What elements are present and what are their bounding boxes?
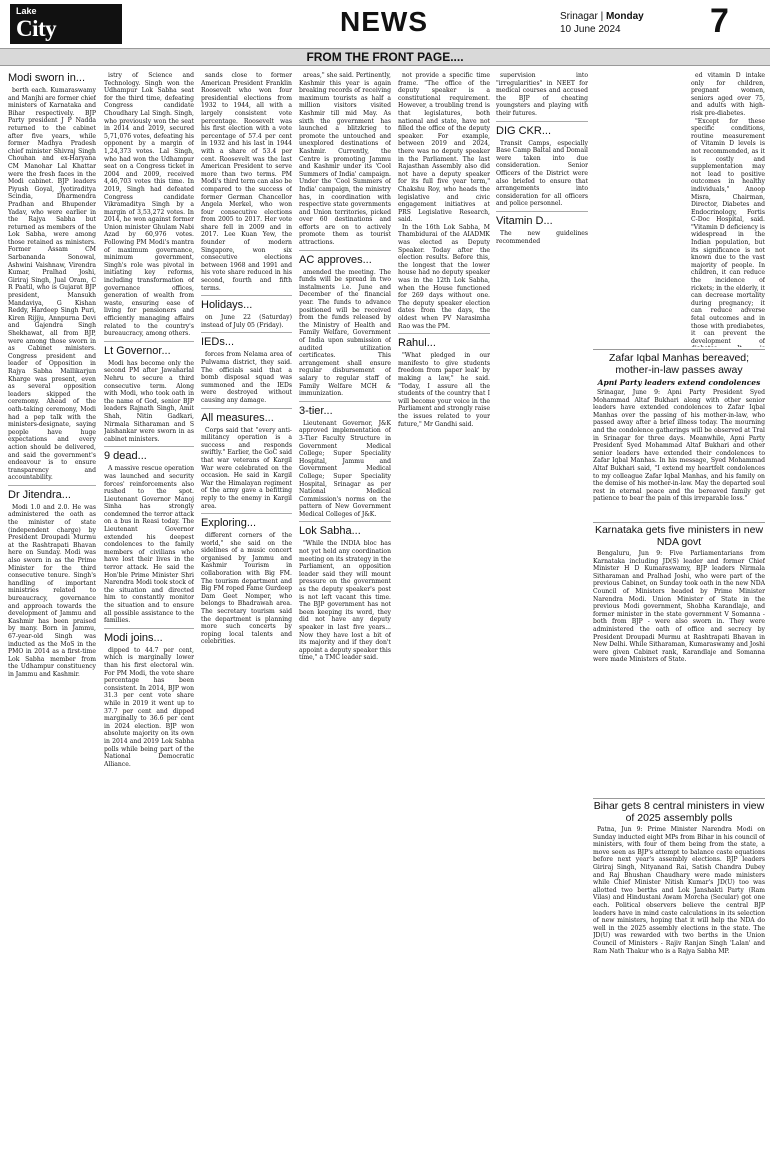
story-heading: Karnataka gets five ministers in new NDA govt	[594, 524, 764, 548]
logo-big-text: City	[16, 16, 57, 41]
story-text: Corps said that "every anti-militancy operation is a success and responds swiftly." Earlier, the GoC said that war veterans of Kargil War were celebrated on the occasion. He said in Kargil War the Himalayan regiment of the army gave a befitting reply to the enemy in Kargil area.	[201, 426, 292, 510]
divider	[593, 349, 765, 350]
story-heading: Rahul...	[398, 337, 436, 350]
story-text: Patna, Jun 9: Prime Minister Narendra Modi on Sunday inducted eight MPs from Bihar in his council of ministers, with four of them being from the state, a move seen as BJP's attempt to balance caste equations before next year's assembly elections. BJP leaders Giriraj Singh, Nityanand Rai, Satish Chandra Dubey and Raj Bhushan Chaudhary were made ministers while Chief Minister Nitish Kumar's JD(U) too was allotted two berths and Lok Janshakti Party (Ram Vilas) and Hindustani Awam Morcha (Secular) got one each. Political observers believe the central BJP leaders have in mind caste calculations in its selection of new ministers, hoping that it will help the NDA do well in the 2025 assembly elections in the state. The JD(U) was rewarded with two berths in the Union Council of Ministers - Rajiv Ranjan Singh 'Lalan' and Ram Nath Thakur who is a Rajya Sabha MP.	[593, 826, 765, 955]
divider	[299, 521, 391, 522]
dateline: Srinagar | Monday 10 June 2024	[560, 11, 644, 35]
story-heading: Modi joins...	[104, 631, 163, 644]
city: Srinagar	[560, 11, 598, 22]
story-zafar-manhas	[593, 352, 765, 520]
divider	[201, 513, 292, 514]
column-4	[299, 72, 391, 1164]
story-text: dipped to 44.7 per cent, which is marginally lower than his first electoral win. For PM Modi, the vote share percentage has been consistent. In 2014, BJP won 31.3 per cent vote share while in 2019 it went up to 37.7 per cent and dipped marginally to 36.6 per cent in 2024 election. BJP won absolute majority on its own in 2014 and 2019 Lok Sabha polls while being part of the National Democratic Alliance.	[104, 646, 194, 768]
section-title: NEWS	[340, 6, 428, 37]
story-karnataka-ministers	[593, 524, 765, 796]
story-heading: Holidays...	[201, 299, 253, 312]
story-text: ed vitamin D intake only for children, pregnant women, seniors aged over 75, and adults with high-risk pre-diabetes.	[691, 72, 765, 117]
story-text: not provide a specific time frame. "The office of the deputy speaker is a constitutional requirement. However, a troubling trend is that legislatures, both national and state, have not filled the office of the deputy speaker. For example, between 2019 and 2024, there was no deputy speaker in the Parliament. The last Rajasthan Assembly also did not have a deputy speaker for its full five year term," Chakshu Roy, who heads the legislative and civic engagement initiatives at PRS Legislative Research, said.	[398, 72, 490, 224]
divider	[201, 332, 292, 333]
story-text: Modi has become only the second PM after Jawaharlal Nehru to secure a third consecutive term. Along with Modi, who took oath in the name of God, senior BJP leaders Rajnath Singh, Amit Shah, Nitin Gadkari, Nirmala Sitharaman and S Jaishankar were sworn in as cabinet ministers.	[104, 359, 194, 443]
story-text: Lieutenant Governor, J&K approved implementation of 3-Tier Faculty Structure in Government Medical College; Super Speciality Hospital, Jammu and Government Medical College; Super Speciality Hospital, Srinagar as per National Medical Commission's norms on the pattern of New Government Medical Colleges of J&K.	[299, 419, 391, 518]
day: Monday	[605, 11, 644, 22]
story-text: Transit Camps, especially Base Camp Baltal and Domail were taken into due consideration. Senior Officers of the District were also briefed to ensure that arrangements into consideration for all officers and police personnel.	[496, 139, 588, 208]
divider	[299, 401, 391, 402]
story-heading: 9 dead...	[104, 450, 147, 463]
date: 10 June 2024	[560, 24, 621, 35]
masthead	[0, 0, 770, 48]
logo-small-text: Lake	[16, 6, 37, 16]
divider	[299, 250, 391, 251]
column-5	[398, 72, 490, 1164]
story-text: istry of Science and Technology. Singh won the Udhampur Lok Sabha seat for the third time, defeating Congress candidate Choudhary Lal Singh. Singh, who previously won the seat in 2014 and 2019, secured 5,71,076 votes, defeating his opponent by a margin of 1,24,373 votes. Lal Singh, who had won the Udhampur seat on a Congress ticket in 2004 and 2009, received 4,46,703 votes this time. In 2019, Singh had defeated Congress candidate Vikramaditya Singh by a margin of 3,53,272 votes. In 2014, he won against former Union minister Ghulam Nabi Azad by 60,976 votes. Following PM Modi's mantra of maximum governance, minimum government, Singh's role was pivotal in initiating key reforms, including transformation of governance offices, generation of wealth from waste, ensuring ease of living for pensioners and efficiently managing affairs related to the country's bureaucracy, among others.	[104, 72, 194, 338]
divider	[496, 211, 588, 212]
story-heading: 3-tier...	[299, 404, 333, 417]
story-text: supervision into "irregularities" in NEET for medical courses and accused the BJP of cheating youngsters and playing with their futures.	[496, 72, 588, 117]
story-heading: AC approves...	[299, 253, 372, 266]
story-text: amended the meeting. The funds will be spread in two instalments i.e. June and December of the financial year. The funds to advance positioned will be received from the funds released by the Ministry of Health and Family Welfare, Government of India upon submission of audited utilization certificates. This arrangement shall ensure regular disbursement of salary to regular staff of Family Welfare MCH & immunization.	[299, 268, 391, 398]
story-subheading: Apni Party leaders extend condolences	[597, 378, 761, 387]
divider	[104, 341, 194, 342]
story-text: In the 16th Lok Sabha, M Thambidurai of the AIADMK was elected as Deputy Speaker. Today after the election results. Before this, the longest that the lower house had no deputy speaker was in the 12th Lok Sabha, when the House functioned for 269 days without one. The deputy speaker election dates from the days, the oldest when PV Narasimha Rao was the PM.	[398, 223, 490, 330]
story-heading: Bihar gets 8 central ministers in view of 2025 assembly polls	[593, 800, 765, 824]
story-heading: Vitamin D...	[496, 214, 553, 227]
story-heading: DIG CKR...	[496, 124, 552, 137]
story-text: "What pledged in our manifesto to give students freedom from paper leak' by making a law," he said. "Today, I assure all the students of the country that I will become your voice in the Parliament and strongly raise the issues related to your future," Mr Gandhi said.	[398, 352, 490, 428]
story-text: on June 22 (Saturday) instead of July 05 (Friday).	[201, 314, 292, 329]
story-heading: Exploring...	[201, 517, 257, 530]
divider	[104, 628, 194, 629]
story-heading: Zafar Iqbal Manhas bereaved; mother-in-law passes away	[608, 352, 750, 376]
story-text: areas," she said. Pertinently, Kashmir this year is again breaking records of receiving maximum tourists as half a million visitors visited Kashmir till mid May. As sixth the government has launched a blitzkrieg to promote the untouched and unexplored destinations of Kashmir. Currently, the Centre is promoting Jammu and Kashmir under its 'Cool Summers of India' campaign. Under the 'Cool Summers of India' campaign, the ministry has, in coordination with respective state governments and Union territories, picked over 60 destinations and efforts are on to actively promote them as tourist attractions.	[299, 72, 391, 247]
story-text: forces from Nelama area of Pulwama district, they said. The officials said that a bomb disposal squad was summoned and the IEDs were destroyed without causing any damage.	[201, 351, 292, 404]
front-page-banner: FROM THE FRONT PAGE....	[0, 48, 770, 66]
story-heading: Dr Jitendra...	[8, 488, 71, 501]
story-text: berth each. Kumaraswamy and Manjhi are former chief ministers of Karnataka and Bihar respectively. BJP Party president J P Nadda returned to the cabinet after five years, while former Madhya Pradesh chief minister Shivraj Singh Chouhan and ex-Haryana CM Manohar Lal Khattar were the fresh faces in the Modi cabinet. BJP leaders Piyush Goyal, Jyotiraditya Scindia, Dharmendra Pradhan and Bhupender Yadav, who were earlier in the Rajya Sabha but returned as members of the Lok Sabha, were among those retained as ministers. Former Assam CM Sarbananda Sonowal, Ashwini Vaishnaw, Virendra Kumar, Pralhad Joshi, Giriraj Singh, Jual Oram, C R Paatil, who is Gujarat BJP president, Mansukh Mandaviya, G Kishan Reddy, Hardeep Singh Puri, Kiren Rijiju, Annpurna Devi and Gajendra Singh Shekhawat, all from BJP, were among those sworn in as Cabinet ministers. Congress president and leader of Opposition in Rajya Sabha Mallikarjun Kharge was present, even as several opposition leaders skipped the ceremony. Ahead of the oath-taking ceremony, Modi had a pep talk with the ministers-designate, saying people have huge expectations and every action should be delivered, and said the government's endeavour is to ensure transparency and accountability.	[8, 87, 96, 482]
story-heading: Lok Sabha...	[299, 525, 361, 538]
page-number: 7	[710, 2, 729, 40]
newspaper-logo	[10, 4, 122, 44]
column-2	[104, 72, 194, 1164]
column-6	[496, 72, 588, 347]
divider	[8, 485, 96, 486]
story-heading: Lt Governor...	[104, 344, 171, 357]
story-heading: All measures...	[201, 411, 274, 424]
divider	[104, 446, 194, 447]
story-text: different corners of the world," she said on the sidelines of a music concert organised by Jammu and Kashmir Tourism in collaboration with Big FM. The tourism department and Big FM roped Fame Gurdeep Dam Geet Nomper, who belongs to Bhadrawah area. The secretary tourism said the department is planning more such concerts by roping local talents and celebrities.	[201, 532, 292, 646]
story-text: The new guidelines recommended	[496, 229, 588, 245]
column-3	[201, 72, 292, 1164]
divider	[398, 333, 490, 334]
divider	[201, 295, 292, 296]
story-heading: IEDs...	[201, 336, 235, 349]
divider	[201, 408, 292, 409]
story-text: Srinagar, June 9: Apni Party President Syed Mohammad Altaf Bukhari along with other senior leaders have extended condolences to Zafar Iqbal Manhas over the passing of his mother-in-law, who passed away after a brief illness today. The mourning and the condolence gatherings will be observed at Tral in Srinagar for three days. Meanwhile, Apni Party President Syed Mohammad Altaf Bukhari and other senior leaders have extended their condolences to Zafar Iqbal Manhas. In his message, Syed Mohammad Altaf Bukhari said, "I extend my heartfelt condolences to my colleague Zafar Iqbal Manhas, and his family on the demise of his mother-in-law. May the departed soul rest in eternal peace and the bereaved family get patience to bear the pain of this irreparable loss."	[593, 389, 765, 503]
story-text: Bengaluru, Jun 9: Five Parliamentarians from Karnataka including JD(S) leader and former Chief Minister H D Kumaraswamy, BJP leaders Nirmala Sitharaman and Pralhad Joshi, who were part of the previous Cabinet, on Sunday took oath in the new NDA Council of Ministers headed by Prime Minister Narendra Modi. Union Minister of State in the previous Modi government, Shobha Karandlaje, and former minister in the state government V Somanna - both from BJP - were also sworn in. They were administered the oath of office and secrecy by President Droupadi Murmu at Rashtrapati Bhavan in New Delhi. While Sitharaman, Kumaraswamy and Joshi were given Cabinet rank, Karandlaje and Somanna were made Ministers of State.	[593, 550, 765, 664]
divider	[593, 798, 765, 799]
story-text: sands close to former American President Franklin Roosevelt who won four presidential elections from 1932 to 1944, all with a largely consistent vote percentage. Roosevelt was his first election with a vote percentage of 57.4 per cent in 1932 and his last in 1944 with a share of 53.4 per cent. Roosevelt was the last American President to serve more than two terms. PM Modi's third term can also be compared to the success of former German Chancellor Angela Merkel, who won four consecutive elections from 2005 to 2017. Her vote share fell in 2009 and in 2017. Lee Kuan Yew, the founder of modern Singapore, won six consecutive elections between 1968 and 1991 and his vote share reduced in his second, fourth and fifth terms.	[201, 72, 292, 292]
story-text: Modi 1.0 and 2.0. He was administered the oath as the minister of state (independent charge) by President Droupadi Murmu at the Rashtrapati Bhavan here on Sunday. Modi was also sworn in as the Prime Minister for the third consecutive tenure. Singh's handling of important ministries related to bureaucracy, governance and approach towards the development of Jammu and Kashmir has been praised by many. Born in Jammu, 67-year-old Singh was inducted as the MoS in the PMO in 2014 as a first-time Lok Sabha member from the Udhampur constituency in Jammu and Kashmir.	[8, 503, 96, 678]
divider	[496, 121, 588, 122]
story-heading: Modi sworn in...	[8, 72, 86, 84]
column-1	[8, 72, 96, 1164]
column-7	[691, 72, 765, 347]
story-text: A massive rescue operation was launched and security forces' reinforcements also rushed to the spot. Lieutenant Governor Manoj Sinha has strongly condemned the terror attack on a bus in Reasi today. The Lieutenant Governor extended his deepest condolences to the family members of civilians who have lost their lives in the terror attack. He said the Hon'ble Prime Minister Shri Narendra Modi took stock of the situation and directed him to constantly monitor the situation and to ensure all possible assistance to the families.	[104, 465, 194, 625]
story-text: "While the INDIA bloc has not yet held any coordination meeting on its strategy in the Parliament, an opposition leader said they will mount pressure on the government as the deputy speaker's post is not left vacant this time. The BJP government has not been keeping its word, they did not have any deputy speaker in last five years... Now they have lost a bit of its majority and if they don't appoint a deputy speaker this time," a TMC leader said.	[299, 540, 391, 662]
story-bihar-ministers	[593, 800, 765, 1164]
story-text: "Except for these specific conditions, routine measurement of Vitamin D levels is not recommended, as it is costly and supplementation may not lead to positive outcomes in healthy individuals," Anoop Misra, Chairman, Director, Diabetes and Endocrinology, Fortis C-Doc Hospital, said. "Vitamin D deficiency is widespread in the Indian population, but its significance is not known due to the vast majority of people. In children, it can reduce the incidence of rickets; in the elderly, it can decrease mortality during pregnancy; it can reduce adverse fetal outcomes and in those with prediabetes, it can prevent the development of	[691, 117, 765, 345]
divider	[593, 522, 765, 523]
